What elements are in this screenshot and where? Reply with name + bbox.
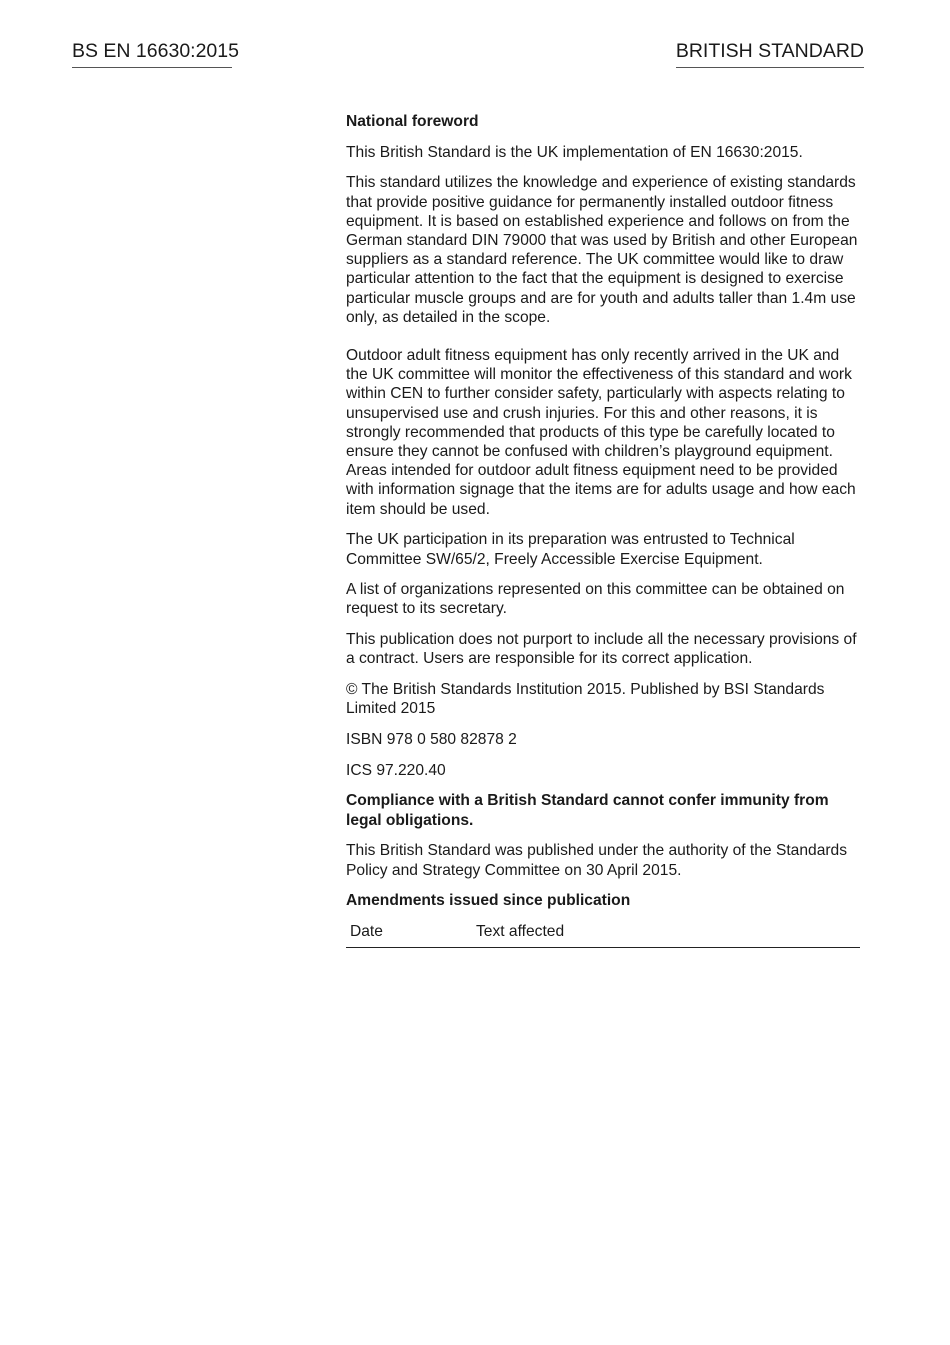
- national-foreword: [346, 112, 862, 948]
- standard-type-label: BRITISH STANDARD: [676, 38, 864, 68]
- ics-code: ICS 97.220.40: [346, 761, 446, 779]
- amendments-title: Amendments issued since publication: [346, 892, 631, 910]
- foreword-paragraph: This standard utilizes the knowledge and experience of existing standards that provide positive guidance for permanently installed outdoor fitness equipment. It is based on established experience and follows on from the German standard DIN 79000 that was used by British and other European suppliers as a standard reference. The UK committee would like to draw particular attention to the fact that the equipment is designed to exercise particular muscle groups and are for youth and adults taller than 1.4m use only, as detailed in the scope.: [346, 174, 858, 326]
- amendments-table: [346, 918, 860, 948]
- foreword-paragraph: Outdoor adult fitness equipment has only recently arrived in the UK and the UK committee will monitor the effectiveness of this standard and work within CEN to further consider safety, particularly with aspects relating to unsupervised use and crush injuries. For this and other reasons, it is strongly recommended that products of this type be carefully located to ensure they cannot be confused with children’s playground equipment. Areas intended for outdoor adult fitness equipment need to be provided with information signage that the items are for adults usage and how each item should be used.: [346, 347, 856, 518]
- compliance-notice: Compliance with a British Standard cannot confer immunity from legal obligations.: [346, 792, 829, 829]
- copyright-notice: © The British Standards Institution 2015. Published by BSI Standards Limited 2015: [346, 681, 825, 718]
- foreword-paragraph: This publication does not purport to include all the necessary provisions of a contract. Users are responsible for its correct application.: [346, 631, 857, 668]
- amendments-header-row: [346, 918, 860, 948]
- isbn: ISBN 978 0 580 82878 2: [346, 730, 517, 748]
- column-header-date: Date: [346, 918, 472, 948]
- document-id: BS EN 16630:2015: [72, 38, 232, 68]
- foreword-paragraph: This British Standard is the UK implementation of EN 16630:2015.: [346, 143, 803, 161]
- foreword-title: National foreword: [346, 113, 479, 130]
- foreword-paragraph: The UK participation in its preparation was entrusted to Technical Committee SW/65/2, Freely Accessible Exercise Equipment.: [346, 531, 795, 568]
- authority-statement: This British Standard was published under the authority of the Standards Policy and Strategy Committee on 30 April 2015.: [346, 842, 848, 879]
- foreword-paragraph: A list of organizations represented on this committee can be obtained on request to its secretary.: [346, 581, 845, 618]
- column-header-text-affected: Text affected: [472, 918, 860, 948]
